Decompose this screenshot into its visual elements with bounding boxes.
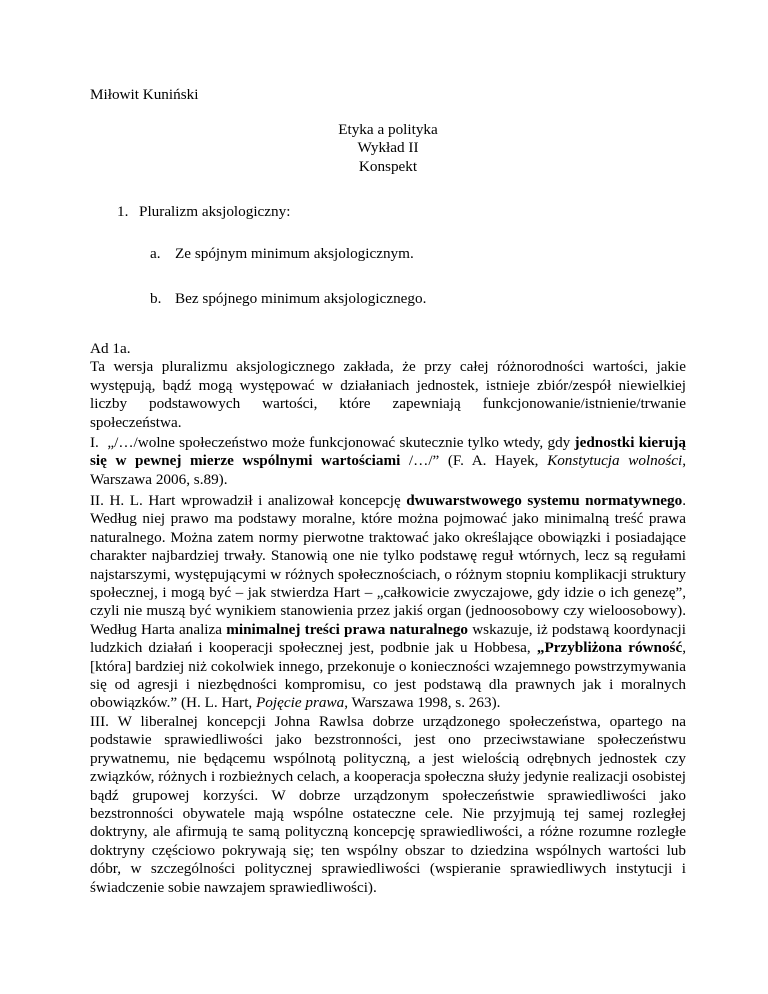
list-label: Pluralizm aksjologiczny: <box>139 203 291 220</box>
paragraph-i <box>90 434 686 489</box>
paragraph-text: /…/” (F. A. Hayek, <box>400 452 548 470</box>
paragraph-text: . Według niej prawo ma podstawy moralne, które można pojmować jako minimalną treść prawa naturalnego. Można zatem normy pierwotne traktować jako określające obowiązki i posiadające charakter najbardziej trwały. Stanowią one nie tylko podstawę reguł wtórnych, lecz są regułami najstarszymi, występującymi w różnych społecznościach, o różnym stopniu komplikacji struktury społecznej, i mogą być – jak stwierdza Hart – „całkowicie zwyczajowe, gdy idzie o ich genezę”, czyli nie muszą być wynikiem stanowienia przez jakiś organ (jednoosobowy czy wieloosobowy). Według Harta analiza <box>90 492 686 638</box>
paragraph-text: , Warszawa 2006, s.89). <box>90 452 686 488</box>
list-number: 1. <box>117 203 129 220</box>
sublist-letter: a. <box>150 245 161 262</box>
author-name: Miłowit Kuniński <box>90 86 199 103</box>
paragraph-text: , Warszawa 1998, s. 263). <box>344 694 501 712</box>
sublist-label: Bez spójnego minimum aksjologicznego. <box>175 290 427 307</box>
sublist-label: Ze spójnym minimum aksjologicznym. <box>175 245 414 262</box>
sublist-item-b <box>150 290 426 308</box>
title-block <box>90 121 686 176</box>
bold-phrase: minimalnej treści prawa naturalnego <box>226 620 469 638</box>
book-title: Konstytucja wolności <box>547 452 683 470</box>
document-type: Konspekt <box>358 157 418 175</box>
paragraph-text: II. H. L. Hart wprowadził i analizował koncepcję <box>90 492 407 509</box>
paragraph-iii: III. W liberalnej koncepcji Johna Rawlsa dobrze urządzonego społeczeństwa, opartego na podstawie sprawiedliwości jako bezstronności, jest ono przeciwstawiane społeczeństwu prywatnemu, nie będącemu wspólnotą polityczną, a jest wielością odrębnych jednostek czy związków, różnych i rozbieżnych celach, a kooperacja społeczna służy jedynie realizacji osobistej bądź grupowej korzyści. W dobrze urządzonym społeczeństwie sprawiedliwości jako bezstronności obywatele mają wspólne ostateczne cele. Nie przyjmują tej samej rozległej doktryny, ale afirmują te samą polityczną koncepcję sprawiedliwości, a różne rozumne rozległe doktryny częściowo pokrywają się; ten wspólny obszar to dziedzina wspólnych wartości lub dóbr, w szczególności politycznej sprawiedliwości (wspieranie sprawiedliwych instytucji i świadczenie sobie nawzajem sprawiedliwości). <box>90 713 686 896</box>
list-item <box>117 203 290 221</box>
paragraph-text: wskazuje, iż podstawą koordynacji ludzkich działań i kooperacji społecznej jest, podbnie jak u Hobbesa, <box>90 620 686 657</box>
paragraph-text: I. „/…/wolne społeczeństwo może funkcjonować skutecznie tylko wtedy, gdy <box>90 434 575 451</box>
ad-paragraph <box>90 340 686 432</box>
bold-phrase: jednostki kierują się w pewnej mierze wspólnymi wartościami <box>90 434 686 470</box>
sublist-item-a <box>150 245 414 263</box>
paragraph-text: , [która] bardziej niż cokolwiek innego, przekonuje o konieczności wzajemnego powstrzymywania się od agresji i niezbędności kompromisu, co jest podstawą dla prawnych jak i moralnych obowiązków.” (H. L. Hart, <box>90 639 686 712</box>
book-title: Pojęcie prawa <box>256 694 345 712</box>
sublist-letter: b. <box>150 290 162 307</box>
bold-phrase: „Przybliżona równość <box>536 639 683 657</box>
ad-text: Ta wersja pluralizmu aksjologicznego zakłada, że przy całej różnorodności wartości, jakie występują, bądź mogą występować w działaniach jednostek, istnieje zbiór/zespół niewielkiej liczby podstawowych wartości, które zapewniają funkcjonowanie/istnienie/trwanie społeczeństwa. <box>90 358 686 431</box>
ad-heading: Ad 1a. <box>90 340 131 357</box>
bold-phrase: dwuwarstwowego systemu normatywnego <box>406 492 683 509</box>
course-title: Etyka a polityka <box>338 121 438 138</box>
paragraph-ii <box>90 492 686 713</box>
lecture-number: Wykład II <box>357 139 419 157</box>
